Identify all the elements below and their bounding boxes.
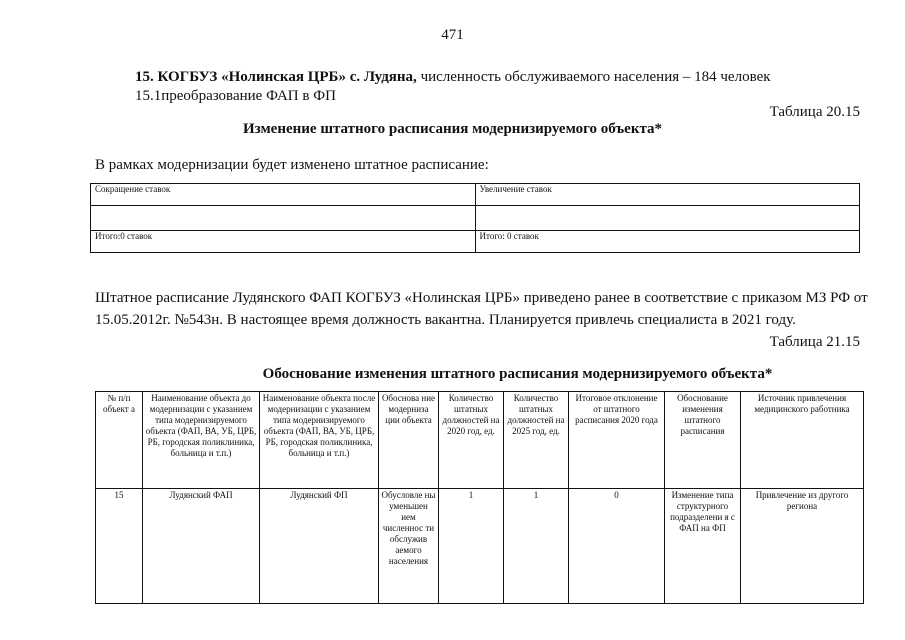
- section-subtitle: 15.1преобразование ФАП в ФП: [135, 88, 336, 104]
- column-header: Наименование объекта до модернизации с указанием типа модернизируемого объекта (ФАП, ВА, УБ, ЦРБ, РБ, городская поликлиника, больница и т.п.): [143, 392, 260, 489]
- increase-total: Итого: 0 ставок: [475, 231, 860, 253]
- column-header: Количество штатных должностей на 2025 год, ед.: [504, 392, 569, 489]
- page-number: 471: [441, 27, 464, 43]
- table-heading: Обоснование изменения штатного расписания модернизируемого объекта*: [262, 366, 773, 382]
- column-header: Итоговое отклонение от штатного расписания 2020 года: [569, 392, 665, 489]
- table-row: [96, 489, 864, 604]
- column-header: Источник привлечения медицинского работника: [741, 392, 864, 489]
- body-paragraph: Штатное расписание Лудянского ФАП КОГБУЗ «Нолинская ЦРБ» приведено ранее в соответствие с приказом МЗ РФ от 15.05.2012г. №543н. В настоящее время должность вакантна. Планируется привлечь специалиста в 2021 году.: [95, 290, 868, 328]
- increase-label: Увеличение ставок: [475, 184, 860, 206]
- table-cell: 0: [569, 489, 665, 604]
- reduction-total: Итого:0 ставок: [91, 231, 476, 253]
- column-header: Обоснова ние модерниза ции объекта: [379, 392, 439, 489]
- justification-table: [95, 391, 864, 604]
- table-cell: 1: [504, 489, 569, 604]
- reduction-label: Сокращение ставок: [91, 184, 476, 206]
- table-header-row: [96, 392, 864, 489]
- table-cell: 15: [96, 489, 143, 604]
- table-cell: Изменение типа структурного подразделени я с ФАП на ФП: [665, 489, 741, 604]
- column-header: Наименование объекта после модернизации с указанием типа модернизируемого объекта (ФАП, ВА, УБ, ЦРБ, РБ, городская поликлиника, больница и т.п.): [260, 392, 379, 489]
- organization-name: 15. КОГБУЗ «Нолинская ЦРБ» с. Лудяна,: [135, 69, 417, 85]
- table-cell: Лудянский ФП: [260, 489, 379, 604]
- table-cell: Лудянский ФАП: [143, 489, 260, 604]
- organization-line: [135, 69, 771, 86]
- table-row: [91, 184, 860, 206]
- table-label: Таблица 21.15: [769, 334, 860, 350]
- column-header: Обоснование изменения штатного расписания: [665, 392, 741, 489]
- empty-cell: [91, 206, 476, 231]
- table-cell: Обусловле ны уменьшен ием численнос ти обслужив аемого населения: [379, 489, 439, 604]
- table-cell: Привлечение из другого региона: [741, 489, 864, 604]
- column-header: № п/п объект а: [96, 392, 143, 489]
- intro-text: В рамках модернизации будет изменено штатное расписание:: [95, 157, 489, 173]
- table-heading: Изменение штатного расписания модернизируемого объекта*: [242, 121, 663, 137]
- population-info: численность обслуживаемого населения – 184 человек: [416, 69, 771, 85]
- table-cell: 1: [439, 489, 504, 604]
- empty-cell: [475, 206, 860, 231]
- table-row: [91, 231, 860, 253]
- staff-changes-table: [90, 183, 860, 253]
- table-label: Таблица 20.15: [769, 104, 860, 120]
- column-header: Количество штатных должностей на 2020 год, ед.: [439, 392, 504, 489]
- table-row: [91, 206, 860, 231]
